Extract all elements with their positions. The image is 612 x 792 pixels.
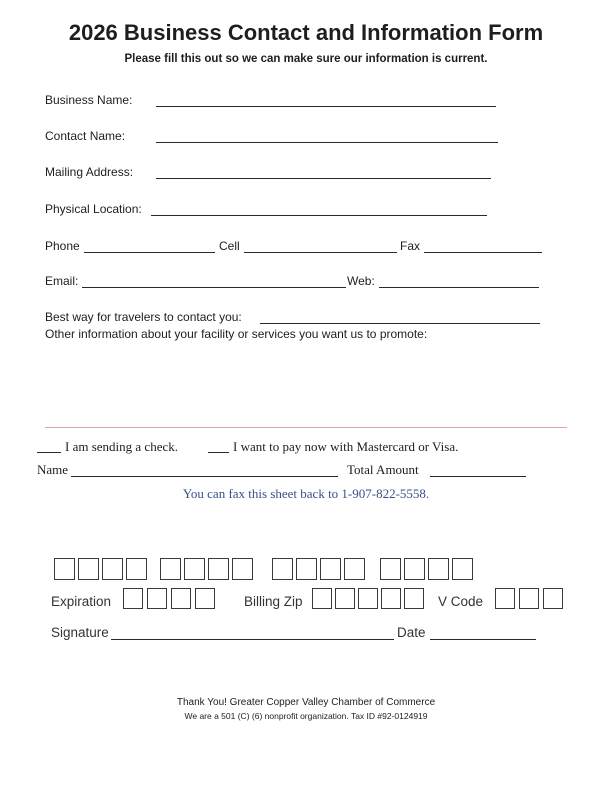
cell-label: Cell <box>219 239 240 253</box>
web-field[interactable] <box>379 287 539 288</box>
signature-label: Signature <box>51 625 109 640</box>
billing-zip-label: Billing Zip <box>244 594 303 609</box>
expiration-label: Expiration <box>51 594 112 609</box>
expiration-box[interactable] <box>123 588 143 609</box>
check-option-label: I am sending a check. <box>65 439 178 454</box>
other-info-area[interactable] <box>45 345 567 423</box>
vcode-box[interactable] <box>543 588 563 609</box>
card-option-blank[interactable] <box>208 452 229 453</box>
section-divider <box>45 427 567 428</box>
name-field[interactable] <box>71 476 338 477</box>
physical-location-field[interactable] <box>151 215 487 216</box>
card-digit-box[interactable] <box>428 558 449 580</box>
expiration-box[interactable] <box>171 588 191 609</box>
best-way-label: Best way for travelers to contact you: <box>45 310 242 324</box>
form-title: 2026 Business Contact and Information Form <box>68 20 544 45</box>
total-amount-label: Total Amount <box>347 462 419 477</box>
vcode-box[interactable] <box>519 588 539 609</box>
signature-field[interactable] <box>111 639 394 640</box>
card-digit-box[interactable] <box>208 558 229 580</box>
total-amount-field[interactable] <box>430 476 526 477</box>
web-label: Web: <box>347 274 375 288</box>
mailing-address-label: Mailing Address: <box>45 165 134 179</box>
billing-zip-box[interactable] <box>404 588 424 609</box>
cell-field[interactable] <box>244 252 397 253</box>
mailing-address-field[interactable] <box>156 178 491 179</box>
card-digit-box[interactable] <box>102 558 123 580</box>
email-label: Email: <box>45 274 79 288</box>
card-digit-box[interactable] <box>272 558 293 580</box>
card-digit-box[interactable] <box>320 558 341 580</box>
fax-label: Fax <box>400 239 421 253</box>
expiration-box[interactable] <box>147 588 167 609</box>
billing-zip-box[interactable] <box>358 588 378 609</box>
card-option-label: I want to pay now with Mastercard or Visa. <box>233 439 459 454</box>
email-field[interactable] <box>82 287 346 288</box>
contact-name-field[interactable] <box>156 142 498 143</box>
card-digit-box[interactable] <box>54 558 75 580</box>
card-digit-box[interactable] <box>160 558 181 580</box>
fax-field[interactable] <box>424 252 542 253</box>
footer-thanks: Thank You! Greater Copper Valley Chamber of Commerce <box>176 697 436 708</box>
name-label: Name <box>37 462 69 477</box>
card-digit-box[interactable] <box>232 558 253 580</box>
form-subtitle: Please fill this out so we can make sure our information is current. <box>124 53 488 65</box>
footer-nonprofit: We are a 501 (C) (6) nonprofit organization. Tax ID #92-0124919 <box>184 711 428 721</box>
business-name-field[interactable] <box>156 106 496 107</box>
best-way-field[interactable] <box>260 323 540 324</box>
billing-zip-box[interactable] <box>335 588 355 609</box>
vcode-label: V Code <box>438 594 484 609</box>
card-digit-box[interactable] <box>78 558 99 580</box>
date-label: Date <box>397 625 426 640</box>
contact-name-label: Contact Name: <box>45 129 126 143</box>
card-digit-box[interactable] <box>296 558 317 580</box>
expiration-box[interactable] <box>195 588 215 609</box>
business-name-label: Business Name: <box>45 93 133 107</box>
date-field[interactable] <box>430 639 536 640</box>
card-digit-box[interactable] <box>126 558 147 580</box>
physical-location-label: Physical Location: <box>45 202 142 216</box>
billing-zip-box[interactable] <box>312 588 332 609</box>
card-digit-box[interactable] <box>404 558 425 580</box>
other-info-label: Other information about your facility or services you want us to promote: <box>45 327 428 341</box>
card-digit-box[interactable] <box>184 558 205 580</box>
card-digit-box[interactable] <box>380 558 401 580</box>
check-option-blank[interactable] <box>37 452 61 453</box>
fax-note: You can fax this sheet back to 1-907-822-5558. <box>182 486 430 501</box>
billing-zip-box[interactable] <box>381 588 401 609</box>
vcode-box[interactable] <box>495 588 515 609</box>
phone-label: Phone <box>45 239 80 253</box>
card-digit-box[interactable] <box>344 558 365 580</box>
card-digit-box[interactable] <box>452 558 473 580</box>
phone-field[interactable] <box>84 252 215 253</box>
